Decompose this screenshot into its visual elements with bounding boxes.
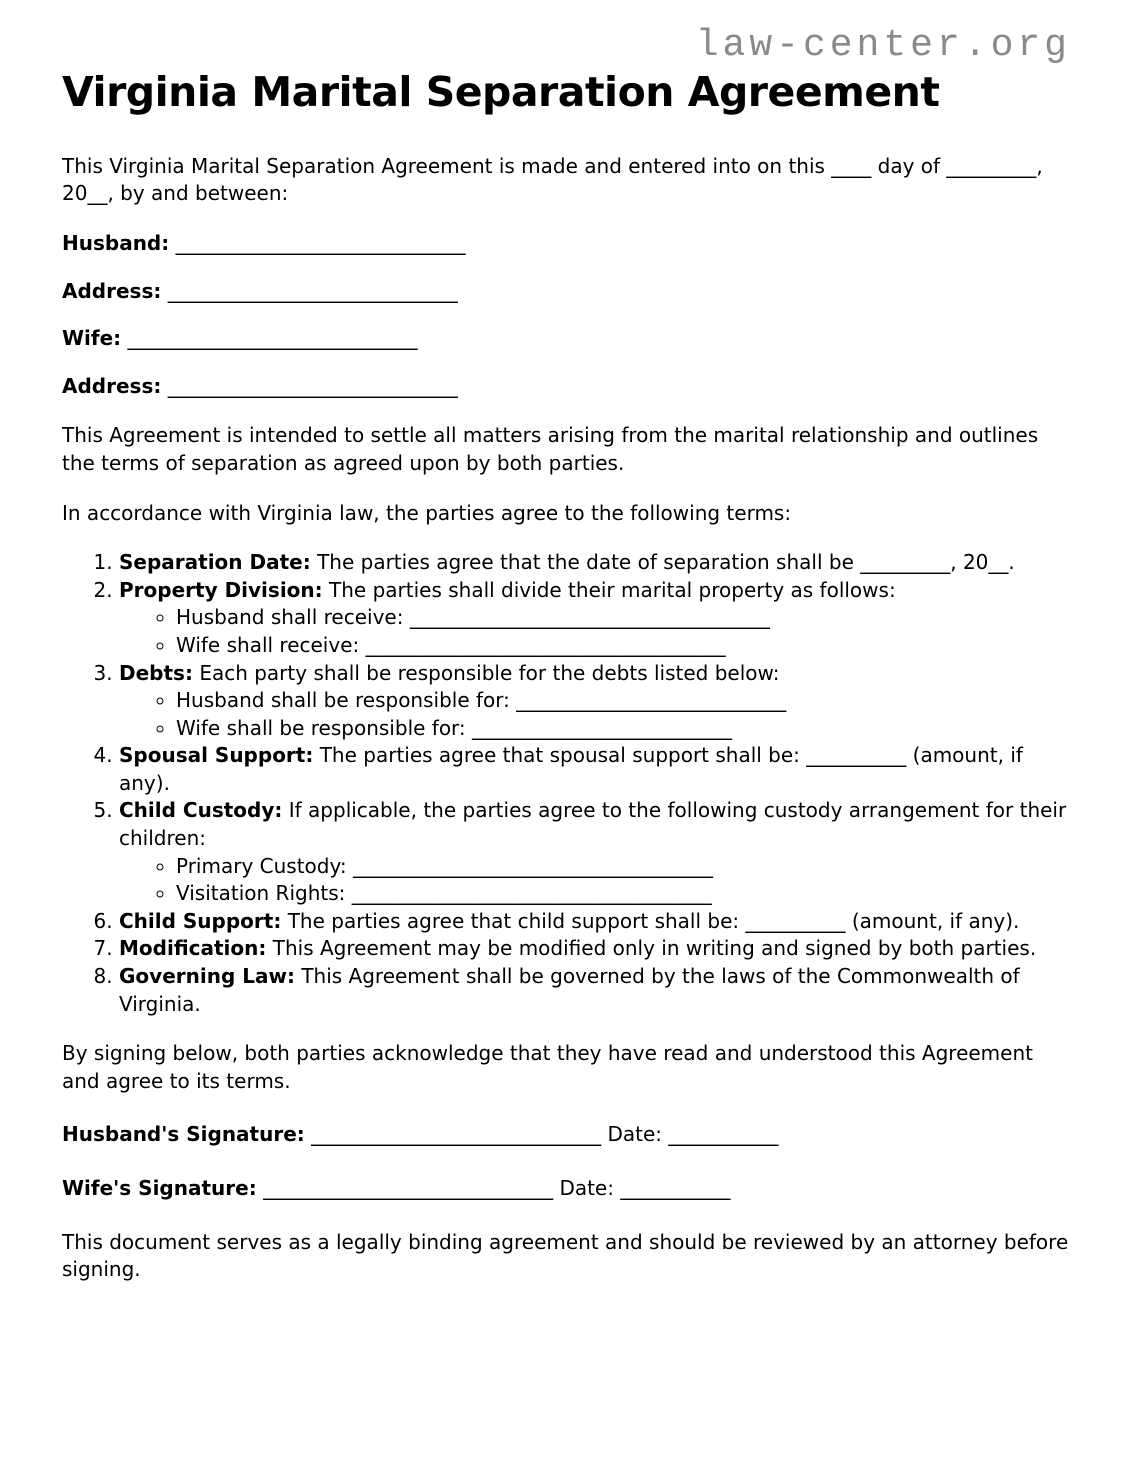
- husband-field-blank: _____________________________: [175, 230, 466, 255]
- husband-responsible-item: [176, 687, 1071, 715]
- wife-address-label: Address:: [62, 373, 162, 398]
- term-modification-label: Modification:: [119, 936, 267, 961]
- husband-signature-label: Husband's Signature:: [62, 1122, 305, 1147]
- term-child-custody-text: If applicable, the parties agree to the following custody arrangement for their children:: [119, 798, 1067, 851]
- term-child-support: [119, 908, 1071, 936]
- primary-custody-text: Primary Custody: ____________________________________: [176, 853, 713, 878]
- property-division-subitems: [119, 604, 1071, 659]
- wife-responsible-text: Wife shall be responsible for: __________________________: [176, 715, 733, 740]
- child-custody-subitems: [119, 853, 1071, 908]
- debts-subitems: [119, 687, 1071, 742]
- visitation-rights-item: [176, 880, 1071, 908]
- term-governing-law-label: Governing Law:: [119, 964, 295, 989]
- wife-date-blank: ___________: [620, 1176, 731, 1200]
- purpose-paragraph: This Agreement is intended to settle all matters arising from the marital relationship and outlines the terms of separation as agreed upon by both parties.: [62, 423, 1039, 475]
- husband-date-label: Date:: [607, 1122, 663, 1147]
- term-debts-label: Debts:: [119, 660, 193, 685]
- term-child-custody: [119, 797, 1071, 907]
- husband-address-label: Address:: [62, 278, 162, 303]
- term-separation-date-text: The parties agree that the date of separation shall be _________, 20__.: [317, 550, 1015, 575]
- terms-intro: In accordance with Virginia law, the parties agree to the following terms:: [62, 500, 792, 525]
- wife-receive-item: [176, 632, 1071, 660]
- wife-field-blank: _____________________________: [127, 326, 418, 351]
- term-separation-date-label: Separation Date:: [119, 550, 311, 575]
- husband-receive-text: Husband shall receive: ____________________________________: [176, 605, 770, 630]
- term-debts: [119, 660, 1071, 743]
- wife-signature-blank: _____________________________: [263, 1176, 554, 1200]
- term-separation-date: [119, 549, 1071, 577]
- wife-receive-text: Wife shall receive: ____________________________________: [176, 632, 726, 657]
- primary-custody-item: [176, 853, 1071, 881]
- party-fields: [62, 230, 1071, 400]
- husband-address-field: [62, 278, 1071, 306]
- term-property-division-label: Property Division:: [119, 577, 323, 602]
- terms-list: [62, 549, 1071, 1018]
- wife-date-label: Date:: [559, 1176, 614, 1200]
- term-child-custody-label: Child Custody:: [119, 798, 283, 823]
- closing-paragraph: By signing below, both parties acknowledge that they have read and understood this Agreement and agree to its terms.: [62, 1041, 1033, 1093]
- term-property-division-text: The parties shall divide their marital property as follows:: [329, 577, 896, 602]
- term-debts-text: Each party shall be responsible for the debts listed below:: [199, 660, 780, 685]
- husband-field-label: Husband:: [62, 230, 170, 255]
- wife-field-label: Wife:: [62, 326, 122, 351]
- wife-field: [62, 325, 1071, 353]
- wife-address-blank: _____________________________: [167, 373, 458, 398]
- term-spousal-support-label: Spousal Support:: [119, 743, 314, 768]
- term-spousal-support-text: The parties agree that spousal support shall be: __________ (amount, if any).: [119, 743, 1023, 795]
- husband-receive-item: [176, 604, 1071, 632]
- term-governing-law-text: This Agreement shall be governed by the laws of the Commonwealth of Virginia.: [119, 964, 1020, 1016]
- husband-signature-blank: _____________________________: [311, 1122, 602, 1147]
- term-spousal-support: [119, 742, 1071, 797]
- footer-note: This document serves as a legally binding agreement and should be reviewed by an attorney before signing.: [62, 1229, 1069, 1282]
- husband-date-blank: ___________: [668, 1122, 779, 1147]
- visitation-rights-text: Visitation Rights: ____________________________________: [176, 881, 712, 906]
- wife-signature-row: [62, 1175, 1071, 1203]
- term-child-support-text: The parties agree that child support shall be: __________ (amount, if any).: [287, 908, 1020, 933]
- husband-field: [62, 230, 1071, 258]
- husband-responsible-text: Husband shall be responsible for: ___________________________: [176, 688, 787, 713]
- term-modification-text: This Agreement may be modified only in writing and signed by both parties.: [272, 936, 1037, 961]
- term-child-support-label: Child Support:: [119, 908, 282, 933]
- term-governing-law: [119, 963, 1071, 1018]
- site-watermark: law-center.org: [695, 24, 1071, 67]
- intro-paragraph: This Virginia Marital Separation Agreement is made and entered into on this ____ day of _________, 20__, by and between:: [62, 153, 1043, 206]
- signature-section: [62, 1121, 1071, 1202]
- wife-address-field: [62, 373, 1071, 401]
- wife-responsible-item: [176, 715, 1071, 743]
- page-title: Virginia Marital Separation Agreement: [62, 67, 940, 116]
- term-modification: [119, 935, 1071, 963]
- wife-signature-label: Wife's Signature:: [62, 1176, 257, 1200]
- husband-signature-row: [62, 1121, 1071, 1149]
- husband-address-blank: _____________________________: [167, 278, 458, 303]
- term-property-division: [119, 577, 1071, 660]
